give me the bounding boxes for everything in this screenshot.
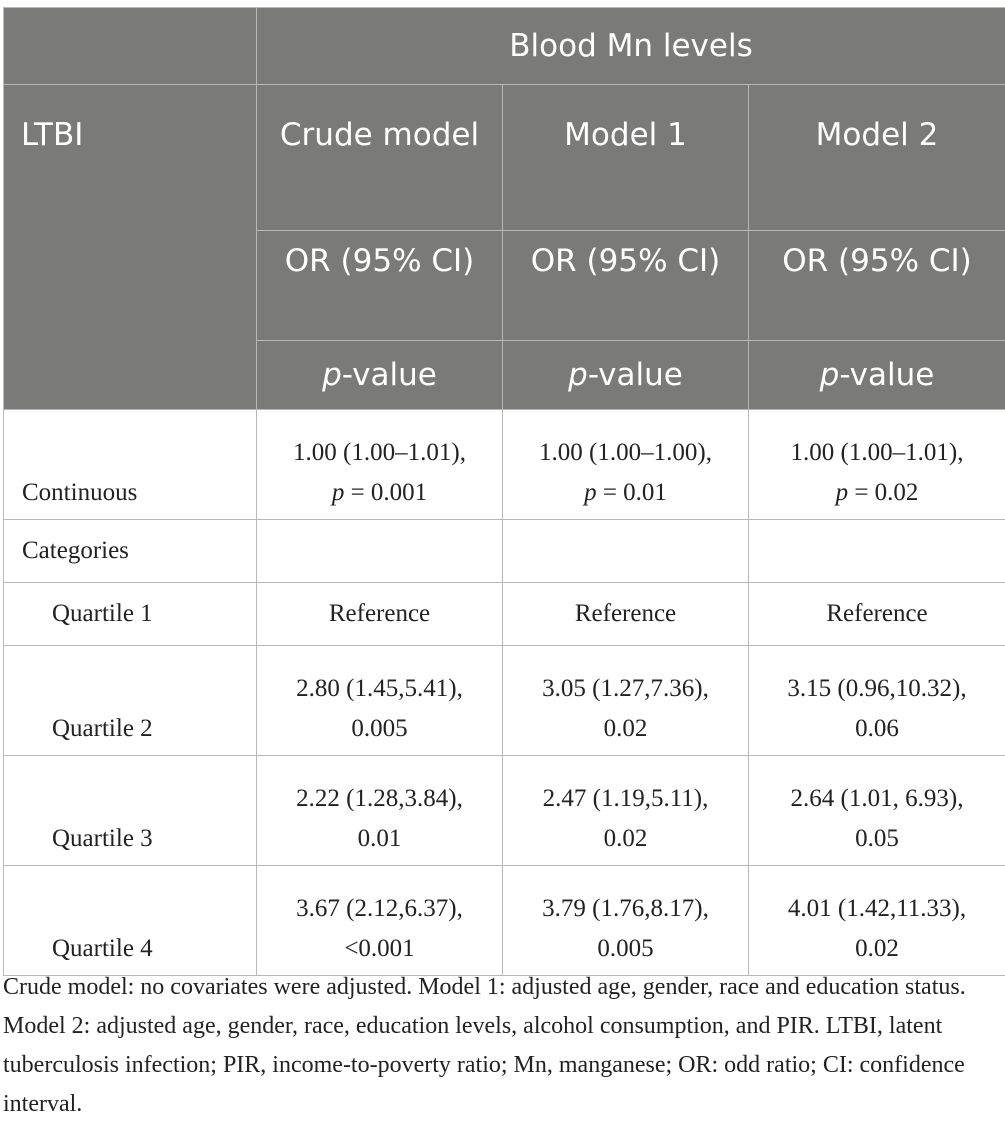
table-cell <box>749 646 1005 756</box>
cell-line: 0.005 <box>503 929 748 969</box>
cell-line: 0.005 <box>257 709 502 749</box>
row-label: Quartile 2 <box>4 646 257 756</box>
cell-line: 2.22 (1.28,3.84), <box>257 779 502 819</box>
model-header-1: Model 1 <box>503 85 749 231</box>
cell-line: 1.00 (1.00–1.01), <box>749 433 1005 473</box>
table-footnote: Crude model: no covariates were adjusted. Model 1: adjusted age, gender, race and education status. Model 2: adjusted age, gender, race, education levels, alcohol consumption, and PIR. LTBI, latent tuberculosis infection; PIR, income-to-poverty ratio; Mn, manganese; OR: odd ratio; CI: confidence interval. <box>3 968 1003 1124</box>
row-label: Quartile 3 <box>4 756 257 866</box>
table-cell <box>749 866 1005 976</box>
ci-header-crude: OR (95% CI) <box>257 231 503 341</box>
group-header: Blood Mn levels <box>257 8 1005 85</box>
pvalue-italic: p <box>322 357 342 393</box>
table-cell <box>503 756 749 866</box>
cell-line: 1.00 (1.00–1.00), <box>503 433 748 473</box>
table-cell <box>257 520 503 583</box>
cell-line: 3.15 (0.96,10.32), <box>749 669 1005 709</box>
table-row <box>4 520 1005 583</box>
cell-line: <0.001 <box>257 929 502 969</box>
row-label: Quartile 4 <box>4 866 257 976</box>
pvalue-italic: p <box>568 357 588 393</box>
row-label: Categories <box>4 520 257 583</box>
p-symbol: p <box>836 479 849 506</box>
cell-line: 2.64 (1.01, 6.93), <box>749 779 1005 819</box>
ci-header-2: OR (95% CI) <box>749 231 1005 341</box>
cell-line: 0.02 <box>503 819 748 859</box>
cell-line <box>749 473 1005 513</box>
pvalue-header-1 <box>503 341 749 410</box>
table-cell <box>749 520 1005 583</box>
p-symbol: p <box>584 479 597 506</box>
cell-line <box>257 473 502 513</box>
table-row <box>4 866 1005 976</box>
row-label: Continuous <box>4 410 257 520</box>
model-header-crude: Crude model <box>257 85 503 231</box>
pvalue-header-2 <box>749 341 1005 410</box>
pvalue-header-crude <box>257 341 503 410</box>
cell-line: 3.79 (1.76,8.17), <box>503 889 748 929</box>
table-cell: Reference <box>503 583 749 646</box>
pvalue-text: -value <box>839 357 934 393</box>
table-cell <box>503 646 749 756</box>
table-row <box>4 646 1005 756</box>
cell-line: 3.67 (2.12,6.37), <box>257 889 502 929</box>
cell-line: 0.01 <box>257 819 502 859</box>
table-cell <box>749 410 1005 520</box>
pvalue-text: -value <box>342 357 437 393</box>
table-row <box>4 756 1005 866</box>
table-cell: Reference <box>749 583 1005 646</box>
table-cell <box>503 410 749 520</box>
cell-line: 0.06 <box>749 709 1005 749</box>
table-cell <box>257 646 503 756</box>
table-cell <box>503 866 749 976</box>
results-table <box>3 7 1005 976</box>
cell-line <box>503 473 748 513</box>
row-label-header: LTBI <box>4 85 257 410</box>
cell-line: 1.00 (1.00–1.01), <box>257 433 502 473</box>
cell-line: 0.02 <box>749 929 1005 969</box>
cell-line: 4.01 (1.42,11.33), <box>749 889 1005 929</box>
header-corner <box>4 8 257 85</box>
cell-line: 2.47 (1.19,5.11), <box>503 779 748 819</box>
p-value: = 0.001 <box>344 479 427 506</box>
table-cell: Reference <box>257 583 503 646</box>
ci-header-1: OR (95% CI) <box>503 231 749 341</box>
cell-line: 0.05 <box>749 819 1005 859</box>
cell-line: 0.02 <box>503 709 748 749</box>
table-cell <box>257 866 503 976</box>
table-row <box>4 583 1005 646</box>
p-value: = 0.01 <box>597 479 667 506</box>
p-value: = 0.02 <box>848 479 918 506</box>
table-cell <box>257 410 503 520</box>
model-header-2: Model 2 <box>749 85 1005 231</box>
table-row <box>4 410 1005 520</box>
p-symbol: p <box>332 479 345 506</box>
pvalue-italic: p <box>820 357 840 393</box>
cell-line: 2.80 (1.45,5.41), <box>257 669 502 709</box>
pvalue-text: -value <box>588 357 683 393</box>
table-cell <box>749 756 1005 866</box>
row-label: Quartile 1 <box>4 583 257 646</box>
table-cell <box>503 520 749 583</box>
cell-line: 3.05 (1.27,7.36), <box>503 669 748 709</box>
table-cell <box>257 756 503 866</box>
